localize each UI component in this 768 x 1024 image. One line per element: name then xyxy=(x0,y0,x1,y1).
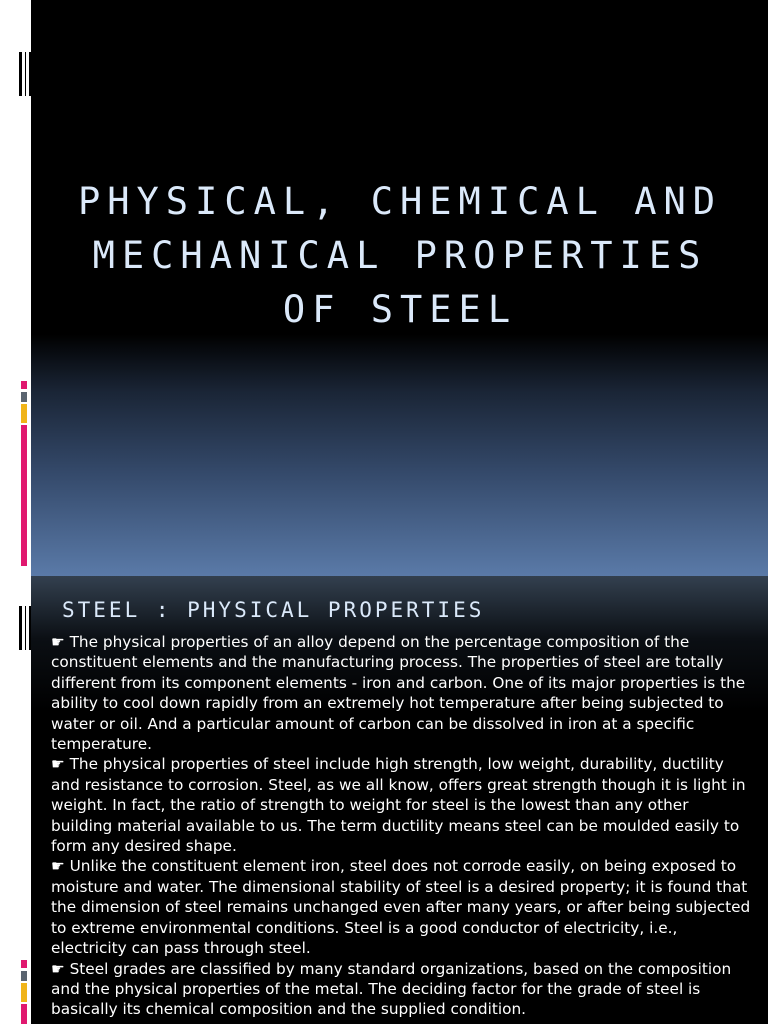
accent-yellow-segment xyxy=(21,983,27,1002)
accent-gray-segment xyxy=(21,392,27,402)
accent-stripe xyxy=(21,381,27,566)
accent-stripe xyxy=(21,960,27,1024)
barcode-mark-icon xyxy=(19,52,31,96)
accent-yellow-segment xyxy=(21,404,27,423)
content-slide xyxy=(0,576,768,1024)
slide-title: PHYSICAL, CHEMICAL AND MECHANICAL PROPERTIES OF STEEL xyxy=(77,180,723,331)
accent-pink-bar xyxy=(21,1004,27,1024)
slide-heading: STEEL : PHYSICAL PROPERTIES xyxy=(62,598,485,622)
accent-pink-bar xyxy=(21,425,27,566)
slide-body-text xyxy=(51,632,751,1020)
body-paragraph: ☛ The physical properties of steel include high strength, low weight, durability, ductility and resistance to corrosion. Steel, as we all know, offers great strength though it is light in weight. In fact, the ratio of strength to weight for steel is the lowest than any other building material available to us. The term ductility means steel can be moulded easily to form any desired shape. xyxy=(51,755,746,856)
barcode-mark-icon xyxy=(19,606,31,650)
body-paragraph: ☛ Unlike the constituent element iron, steel does not corrode easily, on being exposed to moisture and water. The dimensional stability of steel is a desired property; it is found that the dimension of steel remains unchanged even after many years, or after being subjected to extreme environmental conditions. Steel is a good conductor of electricity, i.e., electricity can pass through steel. xyxy=(51,857,751,958)
body-paragraph: ☛ Steel grades are classified by many standard organizations, based on the composition and the physical properties of the metal. The deciding factor for the grade of steel is basically its chemical composition and the supplied condition. xyxy=(51,959,732,1019)
accent-pink-segment xyxy=(21,960,27,968)
accent-pink-segment xyxy=(21,381,27,389)
body-paragraph: ☛ The physical properties of an alloy depend on the percentage composition of the constituent elements and the manufacturing process. The properties of steel are totally different from its component elements - iron and carbon. One of its major properties is the ability to cool down rapidly from an extremely hot temperature after being subjected to water or oil. And a particular amount of carbon can be dissolved in iron at a specific temperature. xyxy=(51,633,746,754)
accent-gray-segment xyxy=(21,971,27,981)
